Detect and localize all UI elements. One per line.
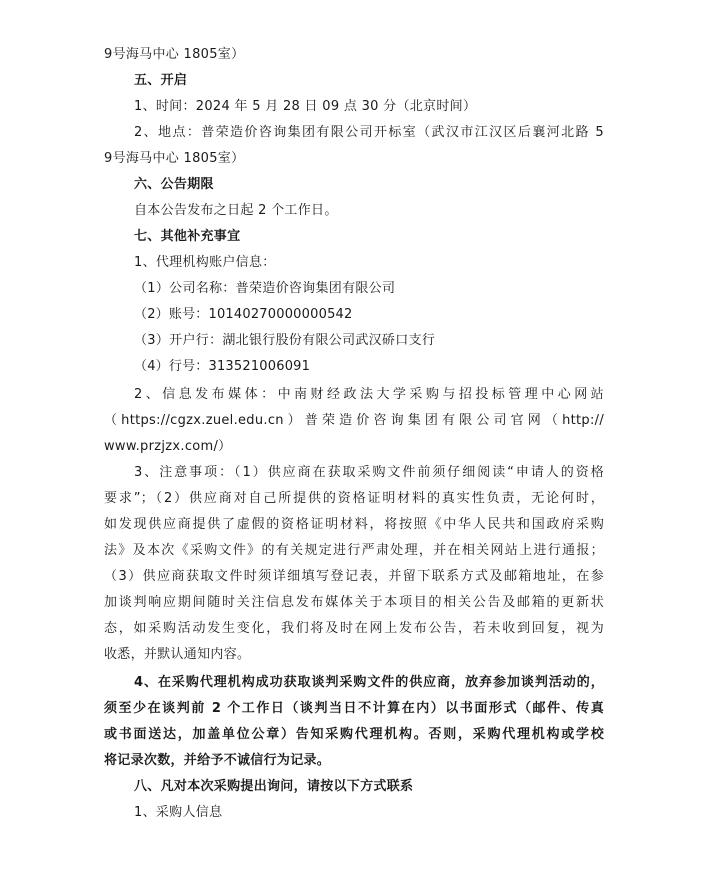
agency-company-name: （1）公司名称：普荣造价咨询集团有限公司 xyxy=(134,281,396,296)
agency-account-heading: 1、代理机构账户信息： xyxy=(134,255,276,270)
withdrawal-line-3: 或书面送达，加盖单位公章）告知采购代理机构。否则，采购代理机构或学校 xyxy=(104,727,604,742)
media-heading: 2、信息发布媒体：中南财经政法大学采购与招投标管理中心网站 xyxy=(134,387,604,402)
notes-line-3: 如发现供应商提供了虚假的资格证明材料，将按照《中华人民共和国政府采购 xyxy=(104,517,604,532)
withdrawal-line-4: 将记录次数，并给予不诚信行为记录。 xyxy=(104,753,331,768)
section-heading-other-matters: 七、其他补充事宜 xyxy=(134,229,241,244)
purchaser-info-heading: 1、采购人信息 xyxy=(134,805,223,820)
agency-account-number: （2）账号：10140270000000542 xyxy=(134,307,353,322)
notes-line-8: 收悉，并默认通知内容。 xyxy=(104,647,251,662)
notes-line-7: 态，如采购活动发生变化，我们将及时在网上发布公告，若未收到回复，视为 xyxy=(104,621,604,636)
section-heading-notice-period: 六、公告期限 xyxy=(134,177,214,192)
withdrawal-line-2: 须至少在谈判前 2 个工作日（谈判当日不计算在内）以书面形式（邮件、传真 xyxy=(104,701,604,716)
agency-bank: （3）开户行：湖北银行股份有限公司武汉硚口支行 xyxy=(134,333,436,348)
agency-bank-code: （4）行号：313521006091 xyxy=(134,359,311,374)
open-location: 2、地点：普荣造价咨询集团有限公司开标室（武汉市江汉区后襄河北路 5 xyxy=(134,125,604,140)
open-location-continuation: 9号海马中心 1805室） xyxy=(104,151,245,166)
media-url-continuation: www.przjzx.com/） xyxy=(104,439,232,454)
address-continuation: 9号海马中心 1805室） xyxy=(104,47,245,62)
section-heading-inquiries: 八、凡对本次采购提出询问，请按以下方式联系 xyxy=(134,779,414,794)
notes-line-5: （3）供应商获取文件时须详细填写登记表，并留下联系方式及邮箱地址，在参 xyxy=(104,569,604,584)
open-time: 1、时间：2024 年 5 月 28 日 09 点 30 分（北京时间） xyxy=(134,99,477,114)
notes-line-1: 3、注意事项：（1）供应商在获取采购文件前须仔细阅读“申请人的资格 xyxy=(134,465,604,480)
withdrawal-line-1: 4、在采购代理机构成功获取谈判采购文件的供应商，放弃参加谈判活动的， xyxy=(134,675,604,690)
notes-line-2: 要求”；（2）供应商对自己所提供的资格证明材料的真实性负责，无论何时， xyxy=(104,491,604,506)
notice-period-text: 自本公告发布之日起 2 个工作日。 xyxy=(134,203,338,218)
notes-line-4: 法》及本次《采购文件》的有关规定进行严肃处理，并在相关网站上进行通报； xyxy=(104,543,604,558)
section-heading-open: 五、开启 xyxy=(134,73,188,88)
media-urls: （https://cgzx.zuel.edu.cn）普荣造价咨询集团有限公司官网（http:// xyxy=(104,413,604,428)
notes-line-6: 加谈判响应期间随时关注信息发布媒体关于本项目的相关公告及邮箱的更新状 xyxy=(104,595,604,610)
